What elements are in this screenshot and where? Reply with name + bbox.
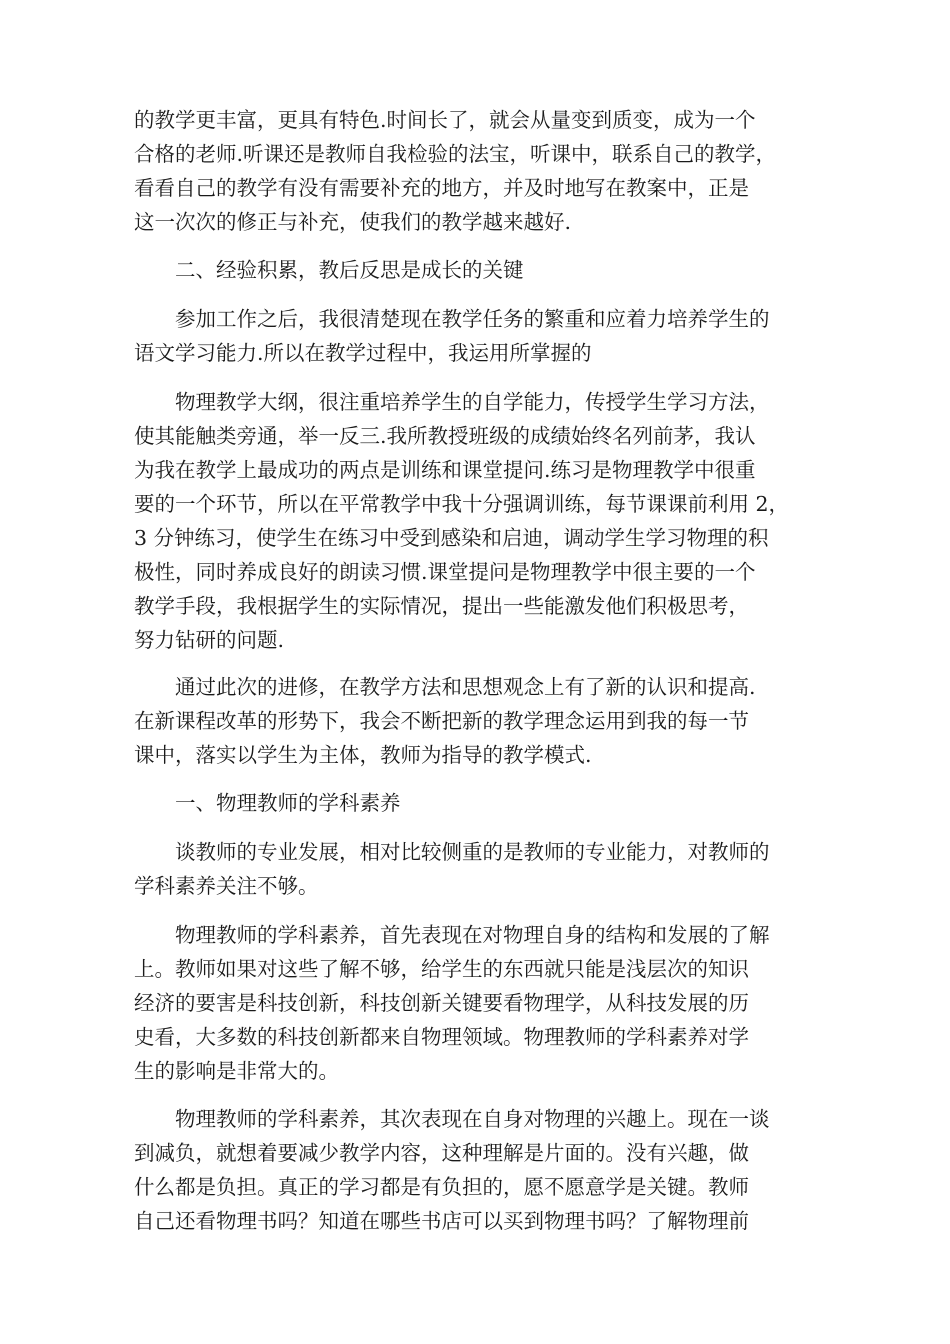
text-line: 在新课程改革的形势下，我会不断把新的教学理念运用到我的每一节 xyxy=(134,709,749,733)
text-line: 通过此次的进修，在教学方法和思想观念上有了新的认识和提高. xyxy=(134,675,756,699)
heading-line: 二、经验积累，教后反思是成长的关键 xyxy=(134,258,524,282)
text-line: 要的一个环节，所以在平常教学中我十分强调训练，每节课课前利用 2， xyxy=(134,492,790,516)
text-line: 自己还看物理书吗？知道在哪些书店可以买到物理书吗？了解物理前 xyxy=(134,1209,749,1233)
text-line: 极性，同时养成良好的朗读习惯.课堂提问是物理教学中很主要的一个 xyxy=(134,560,756,584)
text-line: 谈教师的专业发展，相对比较侧重的是教师的专业能力，对教师的 xyxy=(134,840,770,864)
text-line: 经济的要害是科技创新，科技创新关键要看物理学，从科技发展的历 xyxy=(134,991,749,1015)
text-line: 物理教师的学科素养，其次表现在自身对物理的兴趣上。现在一谈 xyxy=(134,1107,770,1131)
text-line: 看看自己的教学有没有需要补充的地方，并及时地写在教案中，正是 xyxy=(134,176,749,200)
text-line: 合格的老师.听课还是教师自我检验的法宝，听课中，联系自己的教学， xyxy=(134,142,777,166)
text-line: 课中，落实以学生为主体，教师为指导的教学模式. xyxy=(134,743,592,767)
text-line: 3 分钟练习，使学生在练习中受到感染和启迪，调动学生学习物理的积 xyxy=(134,526,769,550)
text-line: 什么都是负担。真正的学习都是有负担的，愿不愿意学是关键。教师 xyxy=(134,1175,749,1199)
text-line: 上。教师如果对这些了解不够，给学生的东西就只能是浅层次的知识 xyxy=(134,957,749,981)
heading-line: 一、物理教师的学科素养 xyxy=(134,791,401,815)
text-line: 使其能触类旁通，举一反三.我所教授班级的成绩始终名列前茅，我认 xyxy=(134,424,756,448)
text-line: 到减负，就想着要减少教学内容，这种理解是片面的。没有兴趣，做 xyxy=(134,1141,749,1165)
text-line: 生的影响是非常大的。 xyxy=(134,1059,339,1083)
text-line: 这一次次的修正与补充，使我们的教学越来越好. xyxy=(134,210,572,234)
text-line: 教学手段，我根据学生的实际情况，提出一些能激发他们积极思考， xyxy=(134,594,749,618)
text-line: 物理教学大纲，很注重培养学生的自学能力，传授学生学习方法， xyxy=(134,390,770,414)
text-line: 语文学习能力.所以在教学过程中，我运用所掌握的 xyxy=(134,341,592,365)
text-line: 物理教师的学科素养，首先表现在对物理自身的结构和发展的了解 xyxy=(134,923,770,947)
text-line: 学科素养关注不够。 xyxy=(134,874,319,898)
text-line: 为我在教学上最成功的两点是训练和课堂提问.练习是物理教学中很重 xyxy=(134,458,756,482)
text-line: 努力钻研的问题. xyxy=(134,628,285,652)
text-line: 的教学更丰富，更具有特色.时间长了，就会从量变到质变，成为一个 xyxy=(134,108,756,132)
text-line: 参加工作之后，我很清楚现在教学任务的繁重和应着力培养学生的 xyxy=(134,307,770,331)
text-line: 史看，大多数的科技创新都来自物理领域。物理教师的学科素养对学 xyxy=(134,1025,749,1049)
